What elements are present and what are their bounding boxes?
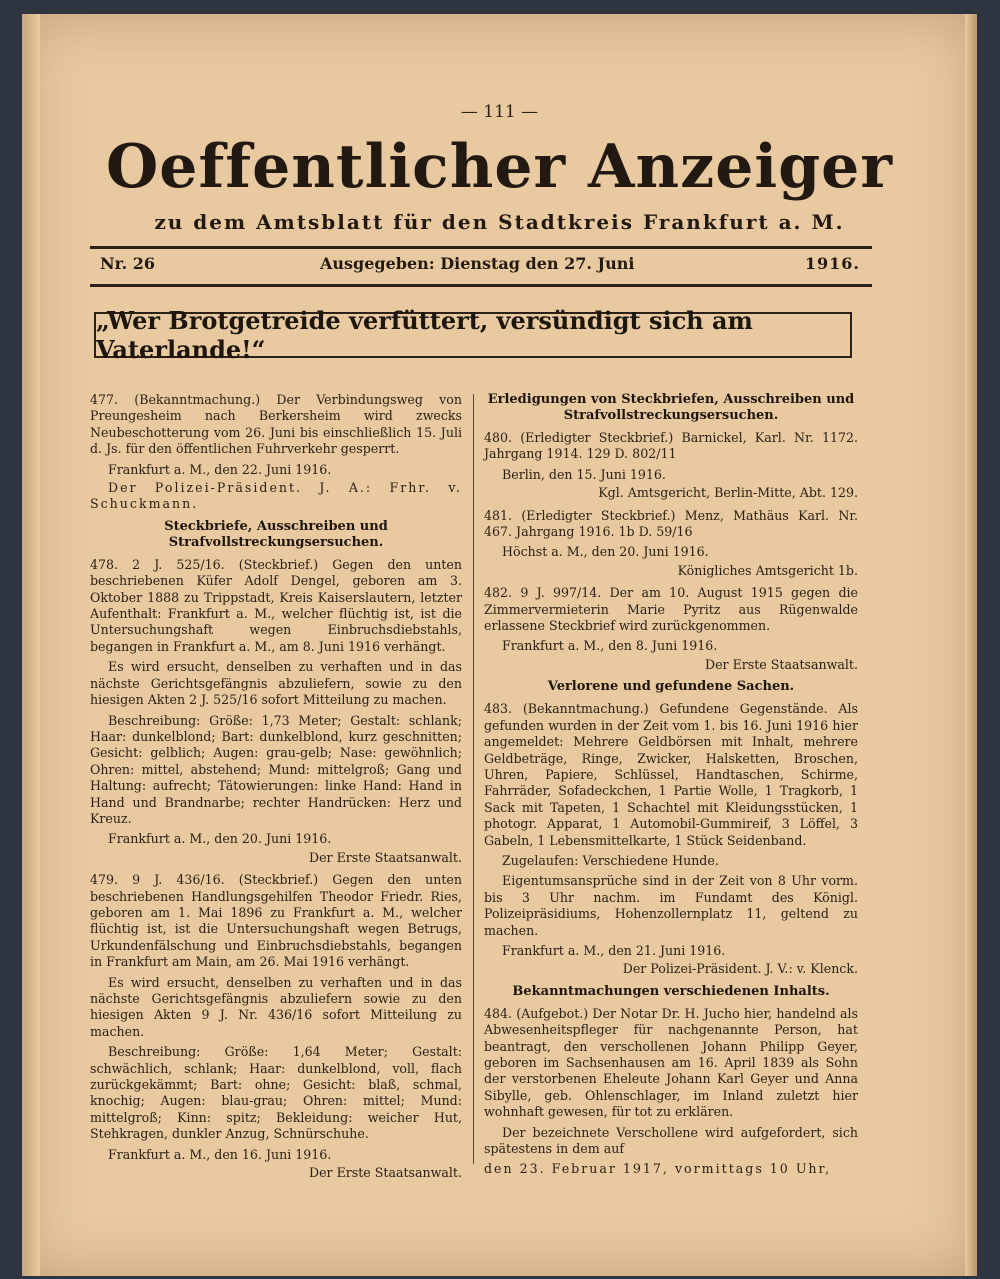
notice-479-place: Frankfurt a. M., den 16. Juni 1916. [108,1146,332,1162]
notice-484: 484. (Aufgebot.) Der Notar Dr. H. Jucho hier, handelnd als Abwesenheitspfleger für nachgenannte Person, hat beantragt, den verschollenen Johann Philipp Geyer, geboren im Sachsenhausen am 16. April 1839 als Sohn der verstorbenen Eheleute Johann Karl Geyer und Anna Sibylle, geb. Ohlenschlager, im Inland zuletzt hier wohnhaft gewesen, für tot zu erklären. [484,1005,858,1120]
notice-478-signature: Der Erste Staatsanwalt. [309,849,462,865]
section-heading-erledigungen: Erledigungen von Steckbriefen, Ausschreiben und Strafvollstreckungsersuchen. [487,392,855,423]
notice-482: 482. 9 J. 997/14. Der am 10. August 1915 gegen die Zimmervermieterin Marie Pyritz aus Rügenwalde erlassene Steckbrief wird zurückgenommen. [484,585,858,634]
issue-year: 1916. [804,254,860,273]
rule-top [90,246,872,249]
notice-481-place: Höchst a. M., den 20. Juni 1916. [502,544,709,560]
column-divider [473,394,474,1164]
notice-477-signature: Der Polizei-Präsident. J. A.: Frhr. v. Schuckmann. [90,480,462,512]
notice-478-request: Es wird ersucht, denselben zu verhaften und in das nächste Gerichtsgefängnis abzuliefern, sowie zu den hiesigen Akten 2 J. 525/16 sofort Mitteilung zu machen. [90,659,462,708]
issue-date: Ausgegeben: Dienstag den 27. Juni [320,254,635,273]
section-heading-bekanntmachungen: Bekanntmachungen verschiedenen Inhalts. [512,983,830,999]
notice-484-date: den 23. Februar 1917, vormittags 10 Uhr, [484,1161,832,1177]
notice-481-signature: Königliches Amtsgericht 1b. [677,562,858,578]
masthead-title: Oeffentlicher Anzeiger [106,132,893,202]
page-spine-shadow [22,14,40,1276]
notice-484-summons: Der bezeichnete Verschollene wird aufgefordert, sich spätestens in dem auf [484,1124,858,1157]
notice-479: 479. 9 J. 436/16. (Steckbrief.) Gegen den unten beschriebenen Handlungsgehilfen Theodor Friedr. Ries, geboren am 1. Mai 1896 zu Frankfurt a. M., welcher flüchtig ist, ist die Untersuchungshaft wegen Betrugs, Urkundenfälschung und Einbruchsdiebstahls, begangen in Frankfurt am Main, am 26. Mai 1916 verhängt. [90,872,462,970]
notice-480-signature: Kgl. Amtsgericht, Berlin-Mitte, Abt. 129. [598,485,858,501]
notice-483-claims: Eigentumsansprüche sind in der Zeit von 8 Uhr vorm. bis 3 Uhr nachm. im Fundamt des Königl. Polizeipräsidiums, Hohenzollernplatz 11, geltend zu machen. [484,873,858,938]
document-page [22,14,977,1276]
right-column [484,392,858,1182]
notice-478: 478. 2 J. 525/16. (Steckbrief.) Gegen den unten beschriebenen Küfer Adolf Dengel, geboren am 3. Oktober 1888 zu Trippstadt, Kreis Kaiserslautern, letzter Aufenthalt: Frankfurt a. M., welcher flüchtig ist, ist die Untersuchungshaft wegen Einbruchsdiebstahls, begangen in Frankfurt a. M., am 8. Juni 1916 verhängt. [90,556,462,654]
section-heading-steckbriefe: Steckbriefe, Ausschreiben und Strafvollstreckungsersuchen. [164,518,388,550]
notice-477-place: Frankfurt a. M., den 22. Juni 1916. [108,461,332,477]
notice-477: 477. (Bekanntmachung.) Der Verbindungsweg von Preungesheim nach Berkersheim wird zwecks Neubeschotterung vom 26. Juni bis einschließlich 15. Juli d. Js. für den öffentlichen Fuhrverkehr gesperrt. [90,392,462,457]
issue-number: Nr. 26 [100,254,155,273]
notice-479-request: Es wird ersucht, denselben zu verhaften und in das nächste Gerichtsgefängnis abzuliefern sowie zu den hiesigen Akten 9 J. Nr. 436/16 sofort Mitteilung zu machen. [90,974,462,1039]
notice-483-signature: Der Polizei-Präsident. J. V.: v. Klenck. [622,961,858,977]
page-edge-shadow [965,14,977,1276]
notice-478-place: Frankfurt a. M., den 20. Juni 1916. [108,831,332,847]
page-number: — 111 — [460,102,539,122]
rule-bottom [90,284,872,287]
section-heading-verlorene: Verlorene und gefundene Sachen. [547,679,795,695]
notice-481: 481. (Erledigter Steckbrief.) Menz, Mathäus Karl. Nr. 467. Jahrgang 1916. 1b D. 59/16 [484,507,858,540]
notice-482-place: Frankfurt a. M., den 8. Juni 1916. [502,638,718,654]
masthead-subtitle: zu dem Amtsblatt für den Stadtkreis Frankfurt a. M. [154,210,845,234]
notice-479-description: Beschreibung: Größe: 1,64 Meter; Gestalt: schwächlich, schlank; Haar: dunkelblond, voll, flach zurückgekämmt; Bart: ohne; Gesicht: blaß, schmal, knochig; Augen: blau-grau; Ohren: mittel; Mund: mittelgroß; Kinn: spitz; Bekleidung: weicher Hut, Stehkragen, dunkler Anzug, Schnürschuhe. [90,1044,462,1142]
notice-480: 480. (Erledigter Steckbrief.) Barnickel, Karl. Nr. 1172. Jahrgang 1914. 129 D. 802/11 [484,430,858,462]
motto-box: „Wer Brotgetreide verfüttert, versündigt sich am Vaterlande!“ [94,312,852,358]
notice-483-place: Frankfurt a. M., den 21. Juni 1916. [502,942,726,958]
notice-482-signature: Der Erste Staatsanwalt. [705,656,858,672]
notice-478-description: Beschreibung: Größe: 1,73 Meter; Gestalt: schlank; Haar: dunkelblond; Bart: dunkelblond, kurz geschnitten; Gesicht: gelblich; Augen: grau-gelb; Nase: gewöhnlich; Ohren: mittel, abstehend; Mund: mittelgroß; Gang und Haltung: aufrecht; Tätowierungen: linke Hand: Hand in Hand und Brandnarbe; rechter Handrücken: Herz und Kreuz. [90,712,462,826]
issue-line [100,254,860,280]
notice-480-place: Berlin, den 15. Juni 1916. [502,466,666,482]
notice-483: 483. (Bekanntmachung.) Gefundene Gegenstände. Als gefunden wurden in der Zeit vom 1. bis 16. Juni 1916 hier angemeldet: Mehrere Geldbörsen mit Inhalt, mehrere Geldbeträge, Ringe, Zwicker, Halsketten, Broschen, Uhren, Papiere, Schlüssel, Handtaschen, Schirme, Fahrräder, Sofadeckchen, 1 Partie Wolle, 1 Tragkorb, 1 Sack mit Tapeten, 1 Schachtel mit Kleidungsstücken, 1 photogr. Apparat, 1 Automobil-Gummireif, 3 Löffel, 3 Gabeln, 1 Lebensmittelkarte, 1 Stück Seidenband. [484,701,858,848]
left-column [90,392,462,1187]
notice-479-signature: Der Erste Staatsanwalt. [309,1165,462,1181]
notice-483-stray: Zugelaufen: Verschiedene Hunde. [502,852,719,868]
